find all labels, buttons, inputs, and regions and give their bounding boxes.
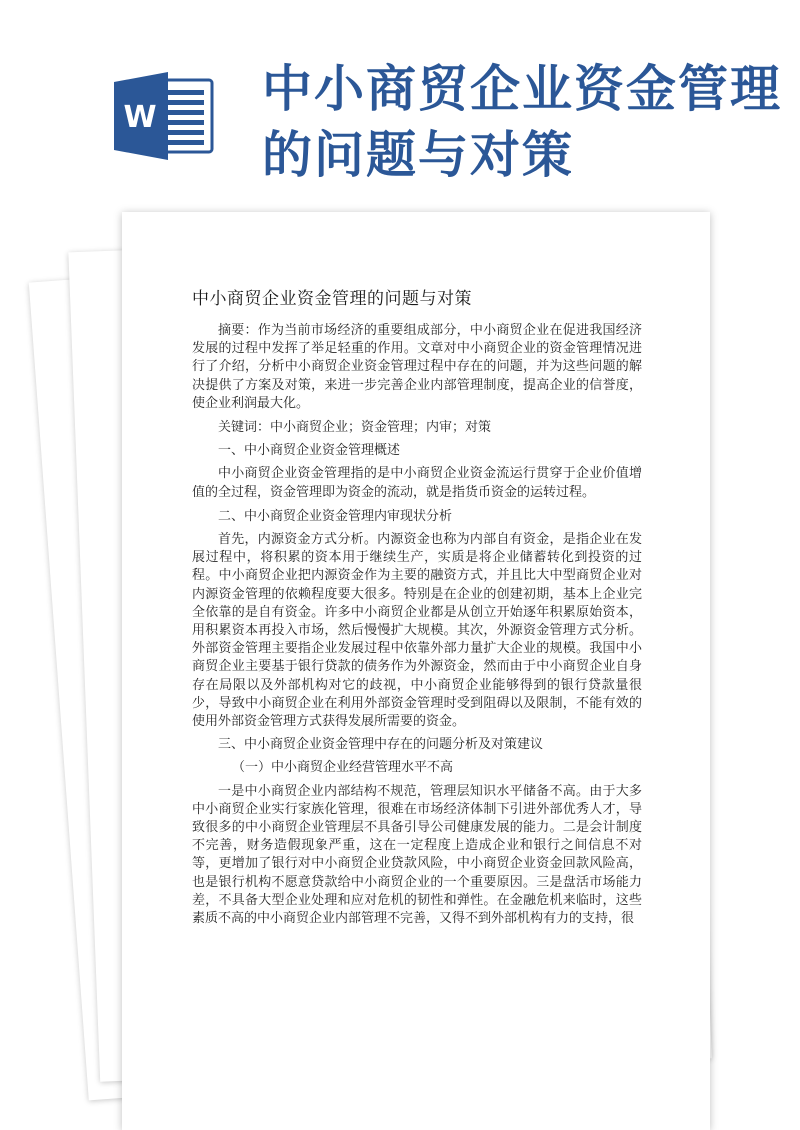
word-logo-letter: W	[123, 100, 157, 135]
document-body	[192, 322, 642, 928]
word-document-icon	[112, 72, 218, 160]
section-2-heading: 二、中小商贸企业资金管理内审现状分析	[218, 508, 453, 524]
section-3-subheading-1: （一）中小商贸企业经营管理水平不高	[232, 760, 454, 776]
banner-title-line2: 的问题与对策	[262, 126, 574, 184]
section-3-heading: 三、中小商贸企业资金管理中存在的问题分析及对策建议	[218, 737, 544, 753]
keywords-line: 关键词：中小商贸企业；资金管理；内审；对策	[218, 420, 492, 436]
section-1-heading: 一、中小商贸企业资金管理概述	[218, 443, 401, 459]
document-page	[122, 212, 710, 1130]
section-3-paragraph: 一是中小商贸企业内部结构不规范，管理层知识水平储备不高。由于大多中小商贸企业实行家族化管理，很难在市场经济体制下引进外部优秀人才，导致很多的中小商贸企业管理层不具备引导公司健康发展的能力。二是会计制度不完善，财务造假现象严重，这在一定程度上造成企业和银行之间信息不对等，更增加了银行对中小商贸企业贷款风险，中小商贸企业资金回款风险高，也是银行机构不愿意贷款给中小商贸企业的一个重要原因。三是盘活市场能力差，不具备大型企业处理和应对危机的韧性和弹性。在金融危机来临时，这些素质不高的中小商贸企业内部管理不完善，又得不到外部机构有力的支持，很	[192, 783, 642, 927]
section-1-paragraph: 中小商贸企业资金管理指的是中小商贸企业资金流运行贯穿于企业价值增值的全过程，资金管理即为资金的流动，就是指货币资金的运转过程。	[192, 466, 642, 500]
section-2-paragraph: 首先，内源资金方式分析。内源资金也称为内部自有资金，是指企业在发展过程中，将积累的资本用于继续生产，实质是将企业储蓄转化到投资的过程。中小商贸企业把内源资金作为主要的融资方式，并且比大中型商贸企业对内源资金管理的依赖程度要大很多。特别是在企业的创建初期，基本上企业完全依靠的是自有资金。许多中小商贸企业都是从创立开始逐年积累原始资本，用积累资本再投入市场，然后慢慢扩大规模。其次，外源资金管理方式分析。外部资金管理主要指企业发展过程中依靠外部力量扩大企业的规模。我国中小商贸企业主要基于银行贷款的债务作为外源资金，然而由于中小商贸企业自身存在局限以及外部机构对它的歧视，中小商贸企业能够得到的银行贷款量很少，导致中小商贸企业在利用外部资金管理时受到阻碍以及限制，不能有效的使用外部资金管理方式获得发展所需要的资金。	[192, 532, 642, 730]
banner-title-line1: 中小商贸企业资金管理	[262, 60, 782, 118]
abstract-paragraph: 摘要：作为当前市场经济的重要组成部分，中小商贸企业在促进我国经济发展的过程中发挥了举足轻重的作用。文章对中小商贸企业的资金管理情况进行了介绍，分析中小商贸企业资金管理过程中存在的问题，并为这些问题的解决提供了方案及对策，来进一步完善企业内部管理制度，提高企业的信誉度，使企业利润最大化。	[192, 323, 642, 411]
document-title: 中小商贸企业资金管理的问题与对策	[192, 289, 472, 309]
banner-title	[262, 56, 782, 188]
